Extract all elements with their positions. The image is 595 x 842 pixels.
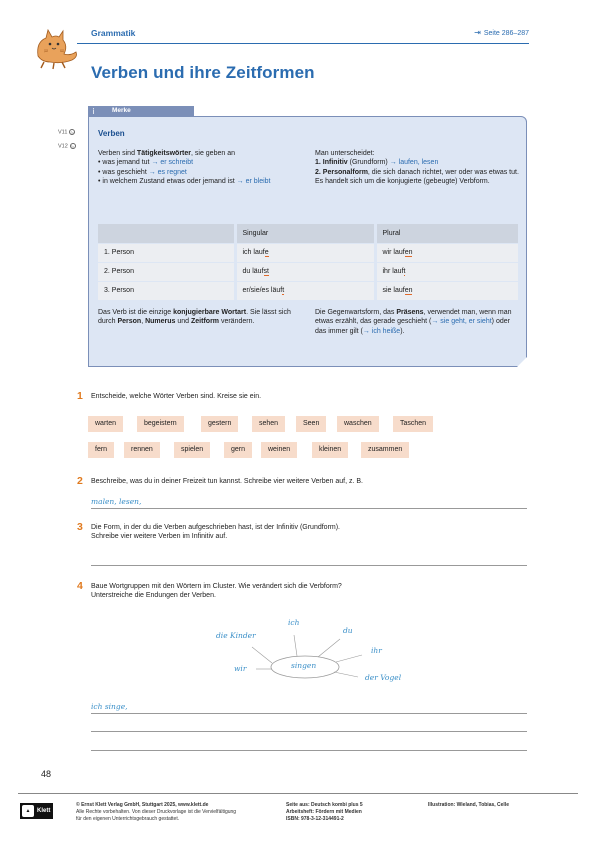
merke-bottom-right: Die Gegenwartsform, das Präsens, verwendet man, wenn man etwas erzählt, das gerade geschieht (→ sie geht, er sieht) oder das immer gilt (→ ich heiße). xyxy=(315,309,512,335)
play-icon: ▷ xyxy=(70,130,74,135)
answer-line[interactable] xyxy=(91,713,527,714)
footer-illustration: Illustration: Wieland, Tobias, Celle xyxy=(428,802,509,808)
lightbulb-icon: ⅰ xyxy=(92,107,95,116)
word-chip[interactable]: begeistern xyxy=(137,416,184,432)
merke-tab: Merke xyxy=(88,106,194,117)
task-text: Beschreibe, was du in deiner Freizeit tun kannst. Schreibe vier weitere Verben auf, z. B. xyxy=(91,478,363,485)
table-header: Plural xyxy=(375,224,518,243)
cluster-word: die Kinder xyxy=(216,631,256,640)
cluster-center: singen xyxy=(291,661,317,670)
table-row: 2. Person du läufst ihr lauft xyxy=(98,262,518,281)
word-chip[interactable]: warten xyxy=(88,416,123,432)
word-chip[interactable]: gern xyxy=(224,442,252,458)
word-chip[interactable]: sehen xyxy=(252,416,285,432)
conjugation-table xyxy=(98,224,518,301)
footer-copyright: © Ernst Klett Verlag GmbH, Stuttgart 2025, www.klett.de Alle Rechte vorbehalten. Von dieser Druckvorlage ist die Vervielfältigung für den eigenen Unterrichtsgebrauch gestattet. xyxy=(76,802,237,822)
sample-answer: ich singe, xyxy=(91,702,128,711)
table-header-row xyxy=(98,224,518,243)
word-chip[interactable]: gestern xyxy=(201,416,238,432)
task-text: Entscheide, welche Wörter Verben sind. Kreise sie ein. xyxy=(91,393,262,400)
merke-right-intro: Man unterscheidet: 1. Infinitiv (Grundform) → laufen, lesen 2. Personalform, die sich danach richtet, wer oder was etwas tut. Es handelt sich um die konjugierte (gebeugte) Verbform. xyxy=(315,150,519,186)
word-chip[interactable]: spielen xyxy=(174,442,210,458)
task-text: Baue Wortgruppen mit den Wörtern im Cluster. Wie verändert sich die Verbform? Unterstreiche die Endungen der Verben. xyxy=(91,583,342,600)
list-item: • in welchem Zustand etwas oder jemand ist → er bleibt xyxy=(98,178,271,186)
list-item: • was jemand tut → er schreibt xyxy=(98,159,194,167)
cluster-word: ihr xyxy=(371,646,382,655)
task-text: Die Form, in der du die Verben aufgeschrieben hast, ist der Infinitiv (Grundform). Schreibe vier weitere Verben im Infinitiv auf. xyxy=(91,524,341,541)
audio-ref-v11[interactable]: V11 ▷ xyxy=(58,129,74,136)
answer-line[interactable] xyxy=(91,565,527,566)
klett-logo-mark: ▲ xyxy=(22,805,34,817)
answer-line[interactable] xyxy=(91,508,527,509)
cluster-word: du xyxy=(343,626,353,635)
task-number: 4 xyxy=(77,580,83,592)
list-item: • was geschieht → es regnet xyxy=(98,168,187,176)
task-number: 2 xyxy=(77,475,83,487)
task-number: 1 xyxy=(77,390,83,402)
cluster-word: ich xyxy=(288,618,300,627)
play-icon: ▷ xyxy=(71,144,75,149)
answer-line[interactable] xyxy=(91,731,527,732)
klett-logo: Klett xyxy=(20,803,53,819)
task-number: 3 xyxy=(77,521,83,533)
footer-source: Seite aus: Deutsch kombi plus 5 Arbeitsheft: Fördern mit Medien ISBN: 978-3-12-314491-2 xyxy=(286,802,363,822)
table-header: Singular xyxy=(235,224,375,243)
word-chip[interactable]: fern xyxy=(88,442,114,458)
audio-ref-v12[interactable]: V12 ▷ xyxy=(58,143,75,150)
table-row: 1. Person ich laufe wir laufen xyxy=(98,243,518,262)
cluster-word: wir xyxy=(234,664,247,673)
word-chip[interactable]: kleinen xyxy=(312,442,348,458)
sample-answer: malen, lesen, xyxy=(91,497,142,506)
word-chip[interactable]: waschen xyxy=(337,416,379,432)
word-chip[interactable]: rennen xyxy=(124,442,160,458)
merke-left-intro: Verben sind Tätigkeitswörter, sie geben an • was jemand tut → er schreibt • was geschieht → es regnet • in welchem Zustand etwas oder jemand ist → er bleibt xyxy=(98,149,308,187)
merke-heading: Verben xyxy=(98,129,125,138)
word-chip[interactable]: weinen xyxy=(261,442,297,458)
page-reference[interactable]: ⇥ Seite 286–287 xyxy=(474,28,529,37)
word-chip[interactable]: zusammen xyxy=(361,442,409,458)
page-number: 48 xyxy=(41,769,52,779)
word-chip[interactable]: Seen xyxy=(296,416,326,432)
merke-bottom-left: Das Verb ist die einzige konjugierbare Wortart. Sie lässt sich durch Person, Numerus und Zeitform verändern. xyxy=(98,309,291,326)
header-rule xyxy=(77,43,529,44)
arrow-into-icon: ⇥ xyxy=(474,28,481,37)
cat-illustration xyxy=(32,26,82,70)
footer-rule xyxy=(18,793,578,794)
table-row: 3. Person er/sie/es läuft sie laufen xyxy=(98,281,518,300)
word-chip[interactable]: Taschen xyxy=(393,416,433,432)
section-label: Grammatik xyxy=(91,28,136,38)
page-title: Verben und ihre Zeitformen xyxy=(91,63,315,82)
cluster-word: der Vogel xyxy=(365,673,402,682)
table-header xyxy=(98,224,235,243)
answer-line[interactable] xyxy=(91,750,527,751)
